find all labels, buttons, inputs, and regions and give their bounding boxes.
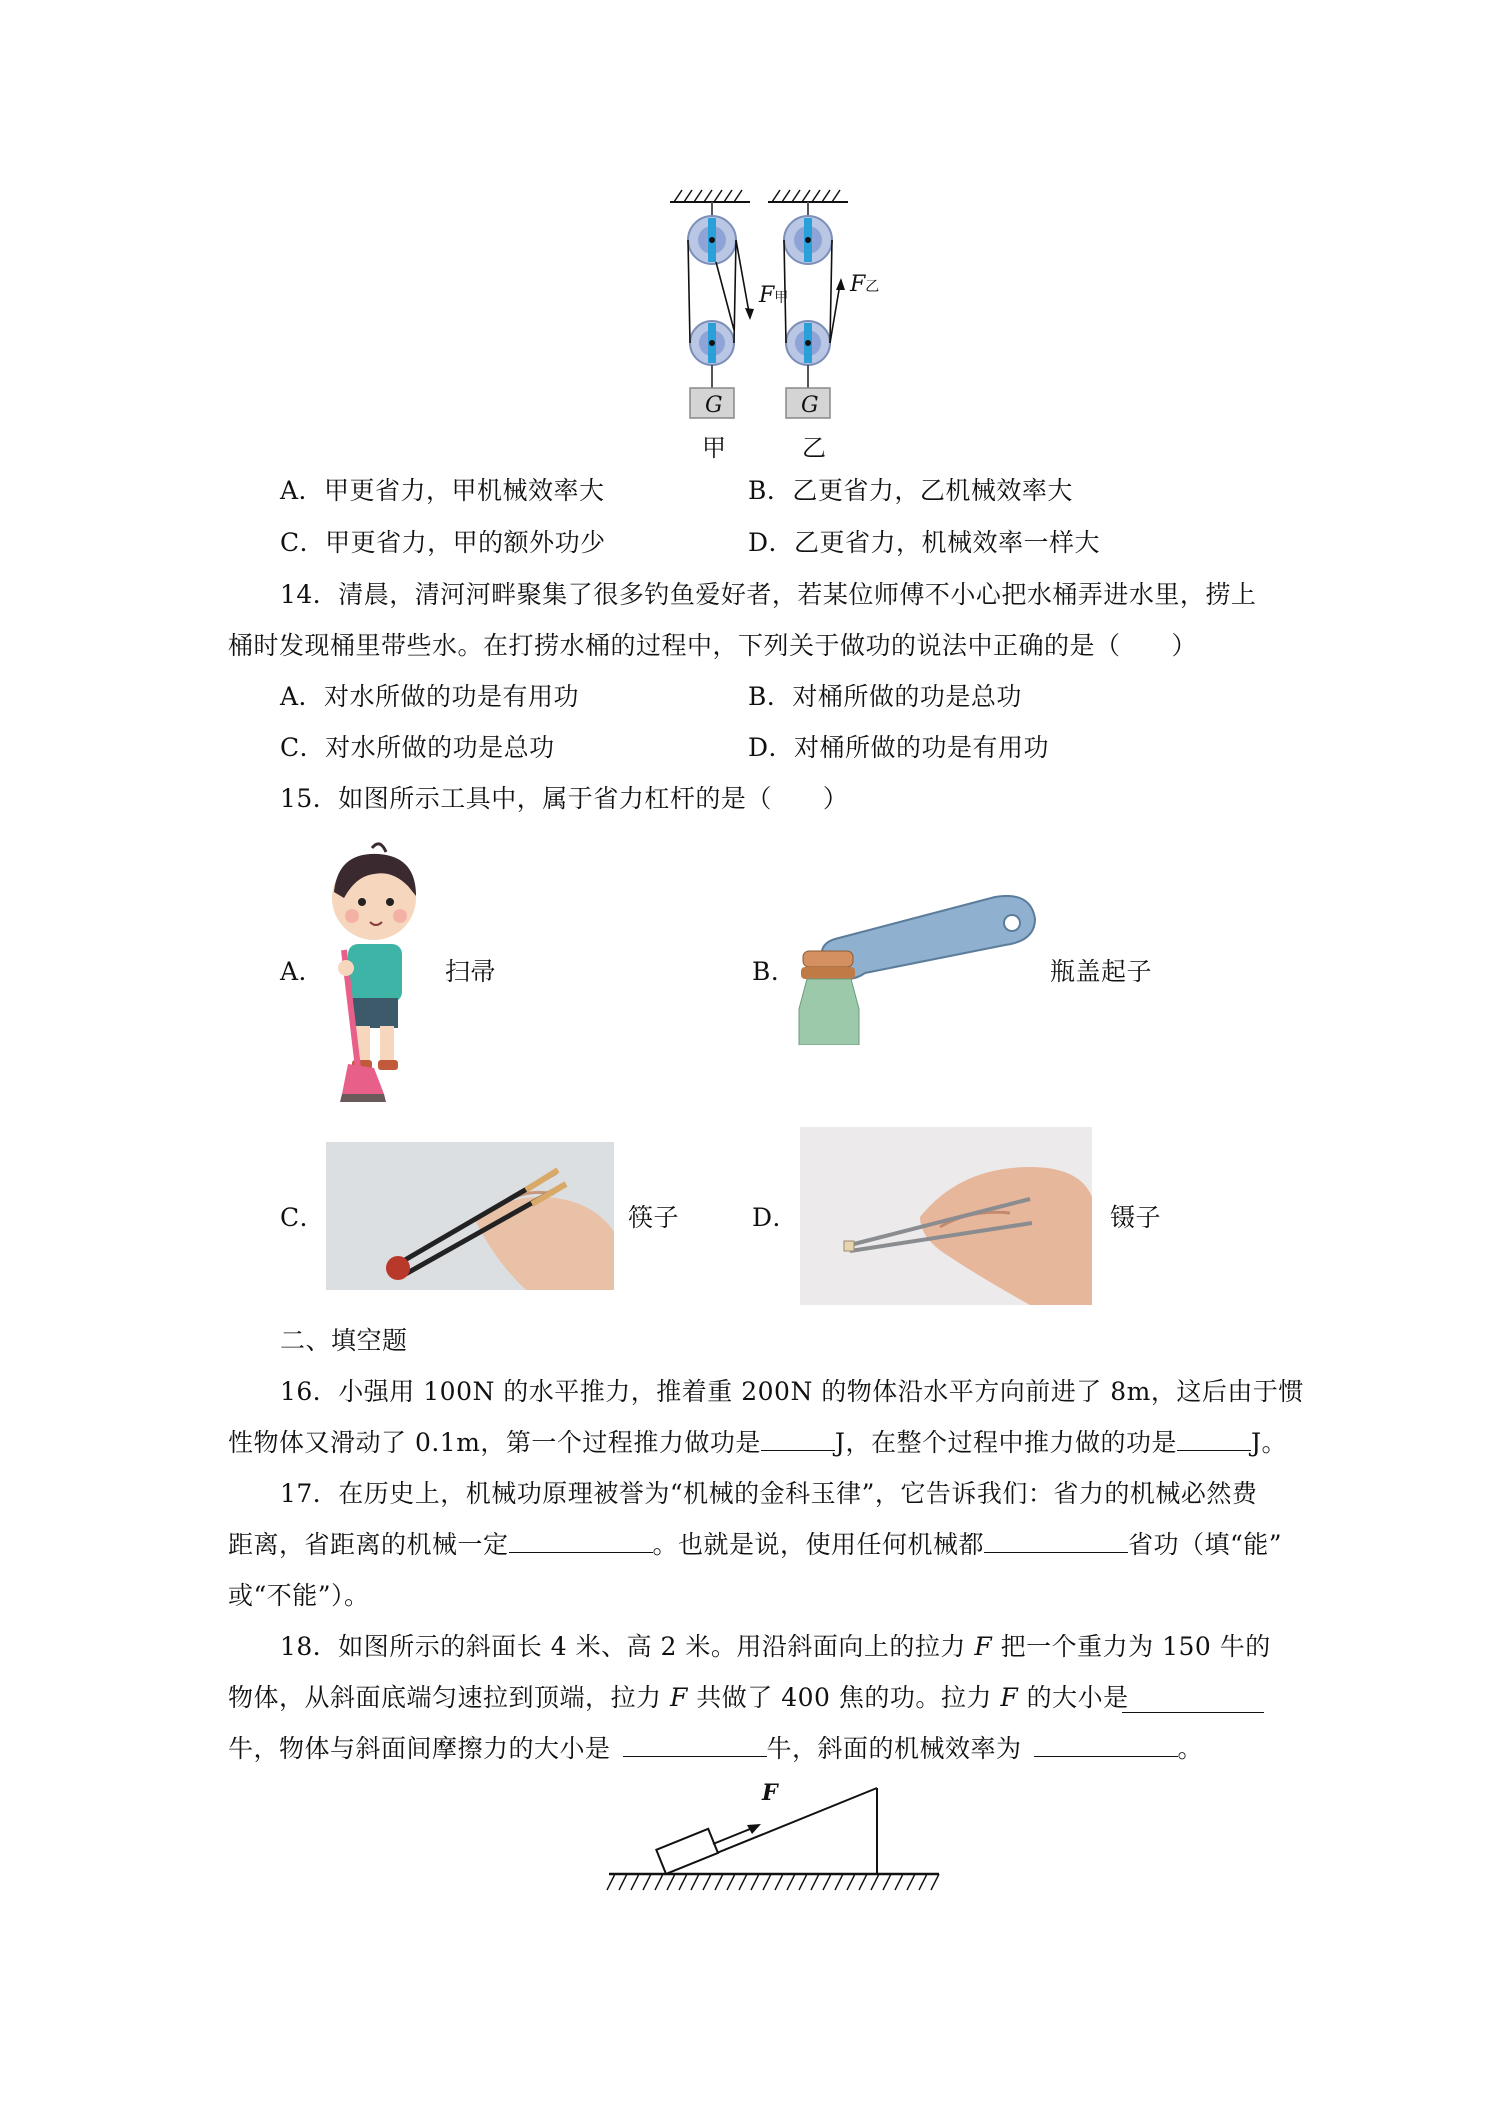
q13-option-a: A．甲更省力，甲机械效率大 (280, 476, 605, 505)
q15-option-c-text: 筷子 (628, 1203, 680, 1232)
q16-line2: 性物体又滑动了 0.1m，第一个过程推力做功是 J，在整个过程中推力做的功是 J。 (228, 1428, 1287, 1457)
q15-option-d-letter: D． (752, 1203, 799, 1232)
bottle-opener-image (795, 895, 1045, 1045)
q18-line2: 物体，从斜面底端匀速拉到顶端，拉力 F 共做了 400 焦的功。拉力 F 的大小是 (228, 1683, 1129, 1712)
q14-option-c: C．对水所做的功是总功 (280, 733, 555, 762)
q16-line1: 16．小强用 100N 的水平推力，推着重 200N 的物体沿水平方向前进了 8m，这后由于惯 (280, 1377, 1304, 1406)
force-jia-label: F甲 (759, 283, 789, 308)
incline-force-label: F (762, 1780, 778, 1806)
tweezers-image (800, 1127, 1092, 1305)
weight-label-right: G (801, 393, 819, 418)
pulley-figure (650, 180, 890, 460)
q15-option-b-letter: B． (752, 957, 797, 986)
q15-option-a-text: 扫帚 (445, 957, 497, 986)
q17-line3: 或“不能”）。 (228, 1581, 370, 1610)
q18-blank-3[interactable] (1034, 1734, 1178, 1757)
q13-option-c: C．甲更省力，甲的额外功少 (280, 528, 606, 557)
q18-line3: 牛，物体与斜面间摩擦力的大小是 牛，斜面的机械效率为 。 (228, 1734, 1204, 1763)
q15-stem: 15．如图所示工具中，属于省力杠杆的是（ ） (280, 784, 849, 813)
q17-blank-1[interactable] (509, 1530, 653, 1553)
chopsticks-image (326, 1142, 614, 1290)
q17-blank-2[interactable] (984, 1530, 1128, 1553)
caption-jia: 甲 (702, 434, 726, 462)
caption-yi: 乙 (802, 434, 826, 462)
q14-option-b: B．对桶所做的功是总功 (748, 682, 1022, 711)
q17-line2: 距离，省距离的机械一定 。也就是说，使用任何机械都 省功（填“能” (228, 1530, 1283, 1559)
section-title: 二、填空题 (280, 1326, 408, 1355)
q13-option-b: B．乙更省力，乙机械效率大 (748, 476, 1073, 505)
broom-boy-image (312, 840, 432, 1102)
q16-blank-2[interactable] (1177, 1428, 1251, 1451)
q15-option-d-text: 镊子 (1110, 1203, 1162, 1232)
q18-line1: 18．如图所示的斜面长 4 米、高 2 米。用沿斜面向上的拉力 F 把一个重力为 150 牛的 (280, 1632, 1271, 1661)
q15-option-b-text: 瓶盖起子 (1050, 957, 1153, 986)
weight-label-left: G (705, 393, 723, 418)
q14-option-d: D．对桶所做的功是有用功 (748, 733, 1050, 762)
q17-line1: 17．在历史上，机械功原理被誉为“机械的金科玉律”，它告诉我们：省力的机械必然费 (280, 1479, 1258, 1508)
q14-stem-line1: 14．清晨，清河河畔聚集了很多钓鱼爱好者，若某位师傅不小心把水桶弄进水里，捞上 (280, 580, 1257, 609)
q18-blank-1[interactable] (1122, 1690, 1264, 1713)
q15-option-c-letter: C． (280, 1203, 326, 1232)
q14-stem-line2: 桶时发现桶里带些水。在打捞水桶的过程中，下列关于做功的说法中正确的是（ ） (228, 631, 1198, 660)
q14-option-a: A．对水所做的功是有用功 (280, 682, 580, 711)
q18-blank-2[interactable] (623, 1734, 767, 1757)
q13-option-d: D．乙更省力，机械效率一样大 (748, 528, 1101, 557)
q15-option-a-letter: A． (280, 957, 325, 986)
force-yi-label: F乙 (850, 272, 880, 297)
q16-blank-1[interactable] (761, 1428, 835, 1451)
